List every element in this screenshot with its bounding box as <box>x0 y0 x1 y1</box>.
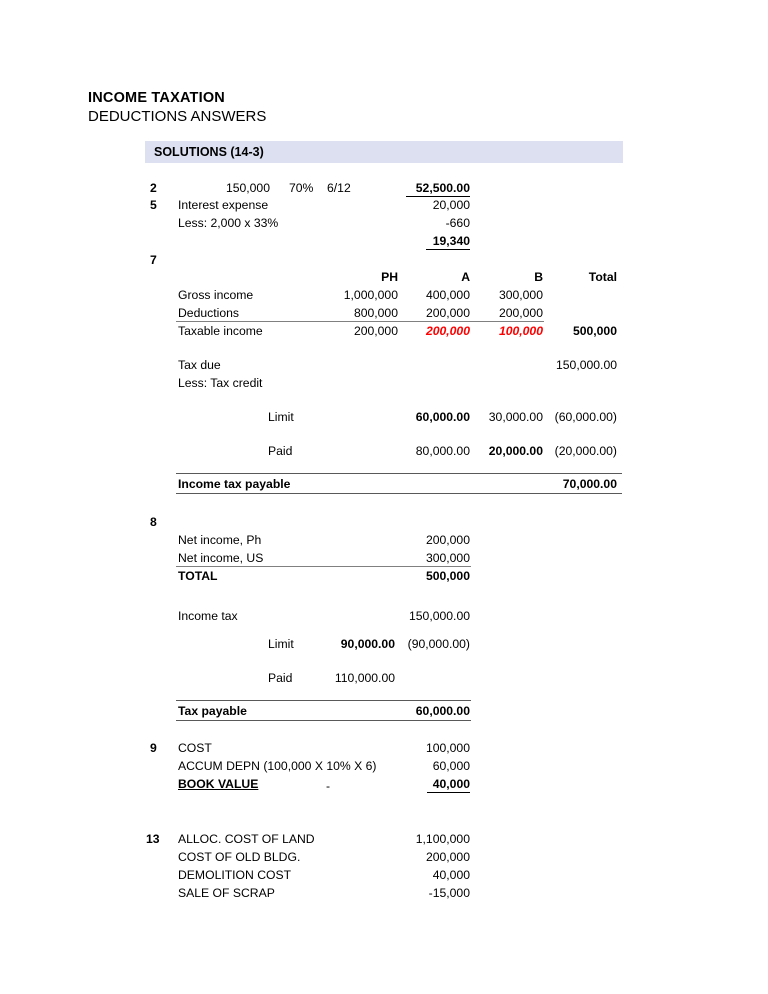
item-7-payable-bottom-rule <box>176 493 622 494</box>
item-7-col-b: B <box>534 270 543 284</box>
item-7-payable-label: Income tax payable <box>178 477 291 491</box>
item-13-row-0-value: 1,100,000 <box>415 832 470 846</box>
item-5-row-1-value: -660 <box>445 216 470 230</box>
item-7-row-2-total: 500,000 <box>572 324 617 338</box>
item-7-col-ph: PH <box>381 270 398 284</box>
item-9-row-0-value: 100,000 <box>425 741 470 755</box>
item-7-col-total: Total <box>588 270 617 284</box>
item-7-paid-label: Paid <box>268 444 293 458</box>
item-9-row-0-label: COST <box>178 741 212 755</box>
item-5-row-1-label: Less: 2,000 x 33% <box>178 216 279 230</box>
page-subtitle: DEDUCTIONS ANSWERS <box>88 108 267 125</box>
item-9-book-value-dash: - <box>326 779 331 793</box>
solutions-band <box>145 141 623 163</box>
item-13-row-1-label: COST OF OLD BLDG. <box>178 850 301 864</box>
item-9-row-1-value: 60,000 <box>432 759 470 773</box>
item-7-row-2-ph: 200,000 <box>353 324 398 338</box>
item-2-number: 2 <box>150 181 157 195</box>
item-7-col-a: A <box>461 270 470 284</box>
item-5-number: 5 <box>150 198 157 212</box>
item-7-paid-b: 20,000.00 <box>488 444 543 458</box>
item-7-limit-total: (60,000.00) <box>554 410 617 424</box>
item-9-row-1-label: ACCUM DEPN (100,000 X 10% X 6) <box>178 759 377 773</box>
item-2-base: 150,000 <box>225 181 270 195</box>
item-7-paid-a: 80,000.00 <box>415 444 470 458</box>
item-7-row-0-ph: 1,000,000 <box>343 288 398 302</box>
item-9-book-value-label: BOOK VALUE <box>178 777 259 791</box>
item-8-payable-top-rule <box>176 700 471 701</box>
item-13-row-2-label: DEMOLITION COST <box>178 868 292 882</box>
item-7-tax-due-value: 150,000.00 <box>556 358 617 372</box>
item-7-row-0-b: 300,000 <box>498 288 543 302</box>
item-5-row-0-label: Interest expense <box>178 198 269 212</box>
item-2-result-underline <box>406 196 470 197</box>
item-8-payable-value: 60,000.00 <box>415 704 470 718</box>
item-8-paid-amount: 110,000.00 <box>334 671 395 685</box>
item-2-rate: 70% <box>289 181 314 195</box>
item-7-row-2-label: Taxable income <box>178 324 263 338</box>
item-8-limit-amount: 90,000.00 <box>340 637 395 651</box>
item-8-total-label: TOTAL <box>178 569 218 583</box>
item-7-less-tax-credit-label: Less: Tax credit <box>178 376 263 390</box>
item-8-row-1-label: Net income, US <box>178 551 264 565</box>
item-7-row-2-a: 200,000 <box>425 324 470 338</box>
item-8-limit-label: Limit <box>268 637 294 651</box>
item-8-income-tax-label: Income tax <box>178 609 238 623</box>
item-5-total: 19,340 <box>432 234 470 248</box>
item-7-row-0-label: Gross income <box>178 288 254 302</box>
item-5-total-underline <box>426 249 470 250</box>
item-7-limit-label: Limit <box>268 410 294 424</box>
item-13-row-3-value: -15,000 <box>428 886 470 900</box>
item-7-row-0-a: 400,000 <box>425 288 470 302</box>
item-7-row-1-b: 200,000 <box>498 306 543 320</box>
page-title: INCOME TAXATION <box>88 90 225 106</box>
item-7-row-2-b: 100,000 <box>498 324 543 338</box>
item-7-payable-top-rule <box>176 473 622 474</box>
item-2-fraction: 6/12 <box>327 181 351 195</box>
item-9-number: 9 <box>150 741 157 755</box>
item-13-row-1-value: 200,000 <box>425 850 470 864</box>
item-8-row-0-label: Net income, Ph <box>178 533 262 547</box>
item-8-row-0-value: 200,000 <box>425 533 470 547</box>
item-7-limit-a: 60,000.00 <box>415 410 470 424</box>
item-7-subtotal-rule <box>176 321 544 322</box>
item-5-row-0-value: 20,000 <box>432 198 470 212</box>
item-13-row-2-value: 40,000 <box>432 868 470 882</box>
item-9-book-value: 40,000 <box>432 777 470 791</box>
item-13-number: 13 <box>146 832 160 846</box>
item-7-row-1-ph: 800,000 <box>353 306 398 320</box>
item-7-tax-due-label: Tax due <box>178 358 221 372</box>
item-7-number: 7 <box>150 253 157 267</box>
item-9-book-value-underline <box>427 792 470 793</box>
item-8-paid-label: Paid <box>268 671 293 685</box>
item-8-number: 8 <box>150 515 157 529</box>
item-8-payable-label: Tax payable <box>178 704 247 718</box>
item-7-row-1-label: Deductions <box>178 306 239 320</box>
item-8-total-rule <box>176 566 471 567</box>
item-8-total-value: 500,000 <box>425 569 470 583</box>
item-8-income-tax-value: 150,000.00 <box>409 609 470 623</box>
item-7-row-1-a: 200,000 <box>425 306 470 320</box>
item-2-result: 52,500.00 <box>415 181 470 195</box>
solutions-band-label: SOLUTIONS (14-3) <box>154 145 264 159</box>
item-13-row-0-label: ALLOC. COST OF LAND <box>178 832 315 846</box>
item-7-payable-value: 70,000.00 <box>562 477 617 491</box>
item-8-payable-bottom-rule <box>176 720 471 721</box>
item-8-row-1-value: 300,000 <box>425 551 470 565</box>
item-8-limit-applied: (90,000.00) <box>407 637 470 651</box>
item-7-limit-b: 30,000.00 <box>488 410 543 424</box>
item-7-paid-total: (20,000.00) <box>554 444 617 458</box>
item-13-row-3-label: SALE OF SCRAP <box>178 886 275 900</box>
